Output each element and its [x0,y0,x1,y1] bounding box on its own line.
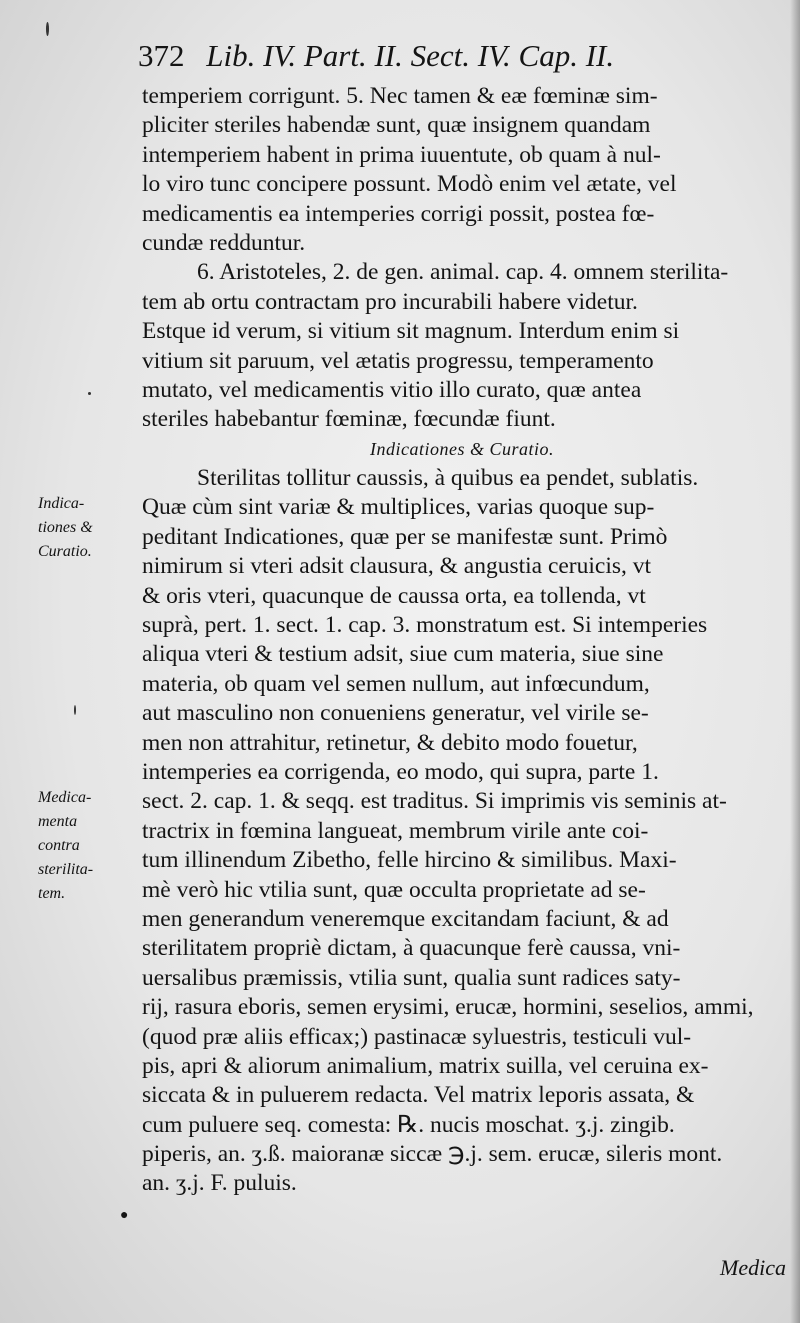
text-line: lo viro tunc concipere possunt. Modò enim vel ætate, vel [142,171,677,198]
marginal-note-line: Indica- [38,495,85,512]
text-line: pliciter steriles habendæ sunt, quæ insignem quandam [142,112,651,139]
text-line: tum illinendum Zibetho, felle hircino & similibus. Maxi- [142,847,677,874]
paper-speck [88,392,91,395]
catchword: Medica [720,1255,786,1280]
text-line: pis, apri & aliorum animalium, matrix suilla, vel ceruina ex- [142,1052,709,1079]
text-line: Quæ cùm sint variæ & multiplices, varias quoque sup- [142,494,655,521]
text-line: men non attrahitur, retinetur, & debito modo fouetur, [142,729,638,756]
text-line: peditant Indicationes, quæ per se manifestæ sunt. Primò [142,523,668,550]
marginal-note-line: tem. [38,885,66,902]
text-line: 6. Aristoteles, 2. de gen. animal. cap. 4. omnem sterilita- [197,259,729,286]
text-line: rij, rasura eboris, semen erysimi, erucæ, hormini, seselios, ammi, [142,994,754,1021]
page-edge-shadow [790,0,800,1323]
text-line: intemperiem habent in prima iuuentute, ob quam à nul- [142,141,661,168]
paper-speck [46,22,49,36]
text-line: mè verò hic vtilia sunt, quæ occulta proprietate ad se- [142,876,646,903]
text-line: sterilitatem propriè dictam, à quacunque ferè caussa, vni- [142,935,681,962]
marginal-note-medicamenta [38,786,138,906]
text-line: mutato, vel medicamentis vitio illo curato, quæ antea [142,376,642,403]
text-line: sect. 2. cap. 1. & seqq. est traditus. Si imprimis vis seminis at- [142,788,727,815]
marginal-note-line: menta [38,813,78,830]
text-line: materia, ob quam vel semen nullum, aut infœcundum, [142,670,650,697]
marginal-note-line: contra [38,837,80,854]
marginal-note-line: sterilita- [38,861,94,878]
paper-speck [74,705,76,715]
text-line: siccata & in puluerem redacta. Vel matrix leporis assata, & [142,1082,695,1109]
section-subheading: Indicationes & Curatio. [370,438,554,459]
marginal-note-line: Curatio. [38,543,92,560]
marginal-note-indicationes [38,492,138,564]
running-title: Lib. IV. Part. II. Sect. IV. Cap. II. [206,38,615,73]
text-line: nimirum si vteri adsit clausura, & angustia ceruicis, vt [142,553,652,580]
text-line: vitium sit paruum, vel ætatis progressu, temperamento [142,347,654,374]
text-line: aut masculino non conueniens generatur, vel virile se- [142,700,649,727]
text-line: uersalibus præmissis, vtilia sunt, qualia sunt radices saty- [142,964,681,991]
running-header [138,38,778,82]
body-text [142,82,782,1199]
text-line: cundæ redduntur. [142,229,306,256]
text-line: tem ab ortu contractam pro incurabili habere videtur. [142,288,638,315]
text-line: & oris vteri, quacunque de caussa orta, ea tollenda, vt [142,582,646,609]
text-line: men generandum veneremque excitandam faciunt, & ad [142,905,669,932]
text-line: aliqua vteri & testium adsit, siue cum materia, siue sine [142,641,664,668]
text-line: intemperies ea corrigenda, eo modo, qui supra, parte 1. [142,758,659,785]
text-line: Sterilitas tollitur caussis, à quibus ea pendet, sublatis. [197,465,699,492]
text-line: tractrix in fœmina langueat, membrum virile ante coi- [142,817,649,844]
text-line: temperiem corrigunt. 5. Nec tamen & eæ fœminæ sim- [142,83,658,109]
text-line: suprà, pert. 1. sect. 1. cap. 3. monstratum est. Si intemperies [142,612,708,639]
text-line: cum puluere seq. comesta: ℞. nucis moschat. ʒ.j. zingib. [142,1111,675,1138]
text-line: (quod præ aliis efficax;) pastinacæ syluestris, testiculi vul- [142,1023,692,1050]
text-line: an. ʒ.j. F. puluis. [142,1170,297,1197]
marginal-note-line: tiones & [38,519,93,536]
text-line: medicamentis ea intemperies corrigi possit, postea fœ- [142,200,655,227]
bullet-mark: ● [120,1208,129,1223]
page-number: 372 [138,38,185,73]
text-line: Estque id verum, si vitium sit magnum. Interdum enim si [142,318,680,345]
text-line: piperis, an. ʒ.ß. maioranæ siccæ ℈.j. sem. erucæ, sileris mont. [142,1141,723,1168]
text-line: steriles habebantur fœminæ, fœcundæ fiunt. [142,406,556,433]
marginal-note-line: Medica- [38,789,92,806]
